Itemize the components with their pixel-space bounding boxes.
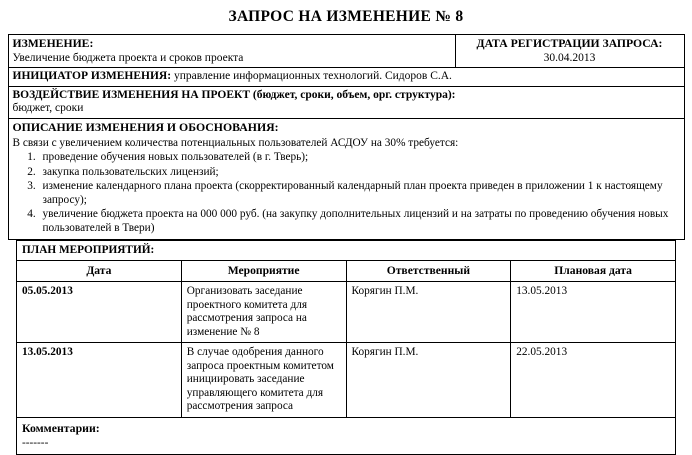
description-heading: ОПИСАНИЕ ИЗМЕНЕНИЯ И ОБОСНОВАНИЯ: xyxy=(12,120,279,135)
page-title: ЗАПРОС НА ИЗМЕНЕНИЕ № 8 xyxy=(228,8,464,25)
comments-cell xyxy=(17,417,676,454)
registration-label: ДАТА РЕГИСТРАЦИИ ЗАПРОСА: xyxy=(476,37,663,50)
list-item: 2. закупка пользовательских лицензий; xyxy=(39,166,680,180)
plan-header-row xyxy=(17,261,676,282)
table-row xyxy=(8,35,684,68)
cell-date: 05.05.2013 xyxy=(17,282,182,343)
comments-row xyxy=(17,417,676,454)
table-row xyxy=(17,282,676,343)
description-intro: В связи с увеличением количества потенциальных пользователей АСДОУ на 30% требуется: xyxy=(12,136,459,149)
cell-date: 13.05.2013 xyxy=(17,343,182,418)
initiator-value: управление информационных технологий. Сидоров С.А. xyxy=(173,70,452,83)
impact-label: ВОЗДЕЙСТВИЕ ИЗМЕНЕНИЯ НА ПРОЕКТ (бюджет, сроки, объем, орг. структура): xyxy=(12,88,456,101)
cell-event: Организовать заседание проектного комитета для рассмотрения запроса на изменение № 8 xyxy=(181,282,346,343)
comments-value: ------- xyxy=(22,437,49,450)
change-value: Увеличение бюджета проекта и сроков проекта xyxy=(12,51,244,64)
plan-heading-row xyxy=(17,240,676,261)
impact-cell xyxy=(8,86,684,118)
column-header-responsible: Ответственный xyxy=(346,261,511,282)
cell-plan-date: 13.05.2013 xyxy=(511,282,676,343)
cell-responsible: Корягин П.М. xyxy=(346,343,511,418)
table-row xyxy=(8,86,684,118)
registration-cell xyxy=(455,35,684,68)
initiator-label: ИНИЦИАТОР ИЗМЕНЕНИЯ: xyxy=(12,70,172,83)
table-row xyxy=(8,119,684,240)
request-header-table xyxy=(8,34,685,240)
table-row xyxy=(8,68,684,87)
list-item: 3. изменение календарного плана проекта (скорректированный календарный план проекта приведен в приложении 1 к настоящему запросу); xyxy=(39,180,680,207)
comments-heading: Комментарии: xyxy=(22,420,100,435)
impact-value: бюджет, сроки xyxy=(12,102,84,115)
description-list xyxy=(13,151,680,235)
cell-event: В случае одобрения данного запроса проектным комитетом инициировать заседание управляющего комитета для рассмотрения запроса xyxy=(181,343,346,418)
change-cell xyxy=(8,35,455,68)
registration-value: 30.04.2013 xyxy=(543,51,596,64)
change-label: ИЗМЕНЕНИЕ: xyxy=(12,37,94,50)
column-header-plan-date: Плановая дата xyxy=(511,261,676,282)
cell-plan-date: 22.05.2013 xyxy=(511,343,676,418)
table-row xyxy=(17,343,676,418)
plan-table xyxy=(16,240,676,455)
cell-responsible: Корягин П.М. xyxy=(346,282,511,343)
description-cell xyxy=(8,119,684,240)
plan-heading: ПЛАН МЕРОПРИЯТИЙ: xyxy=(17,240,676,261)
column-header-date: Дата xyxy=(17,261,182,282)
list-item: 1. проведение обучения новых пользователей (в г. Тверь); xyxy=(39,151,680,165)
initiator-cell xyxy=(8,68,684,87)
list-item: 4. увеличение бюджета проекта на 000 000 руб. (на закупку дополнительных лицензий и на затраты по проведению обучения новых пользователей в Твери) xyxy=(39,208,680,235)
column-header-event: Мероприятие xyxy=(181,261,346,282)
